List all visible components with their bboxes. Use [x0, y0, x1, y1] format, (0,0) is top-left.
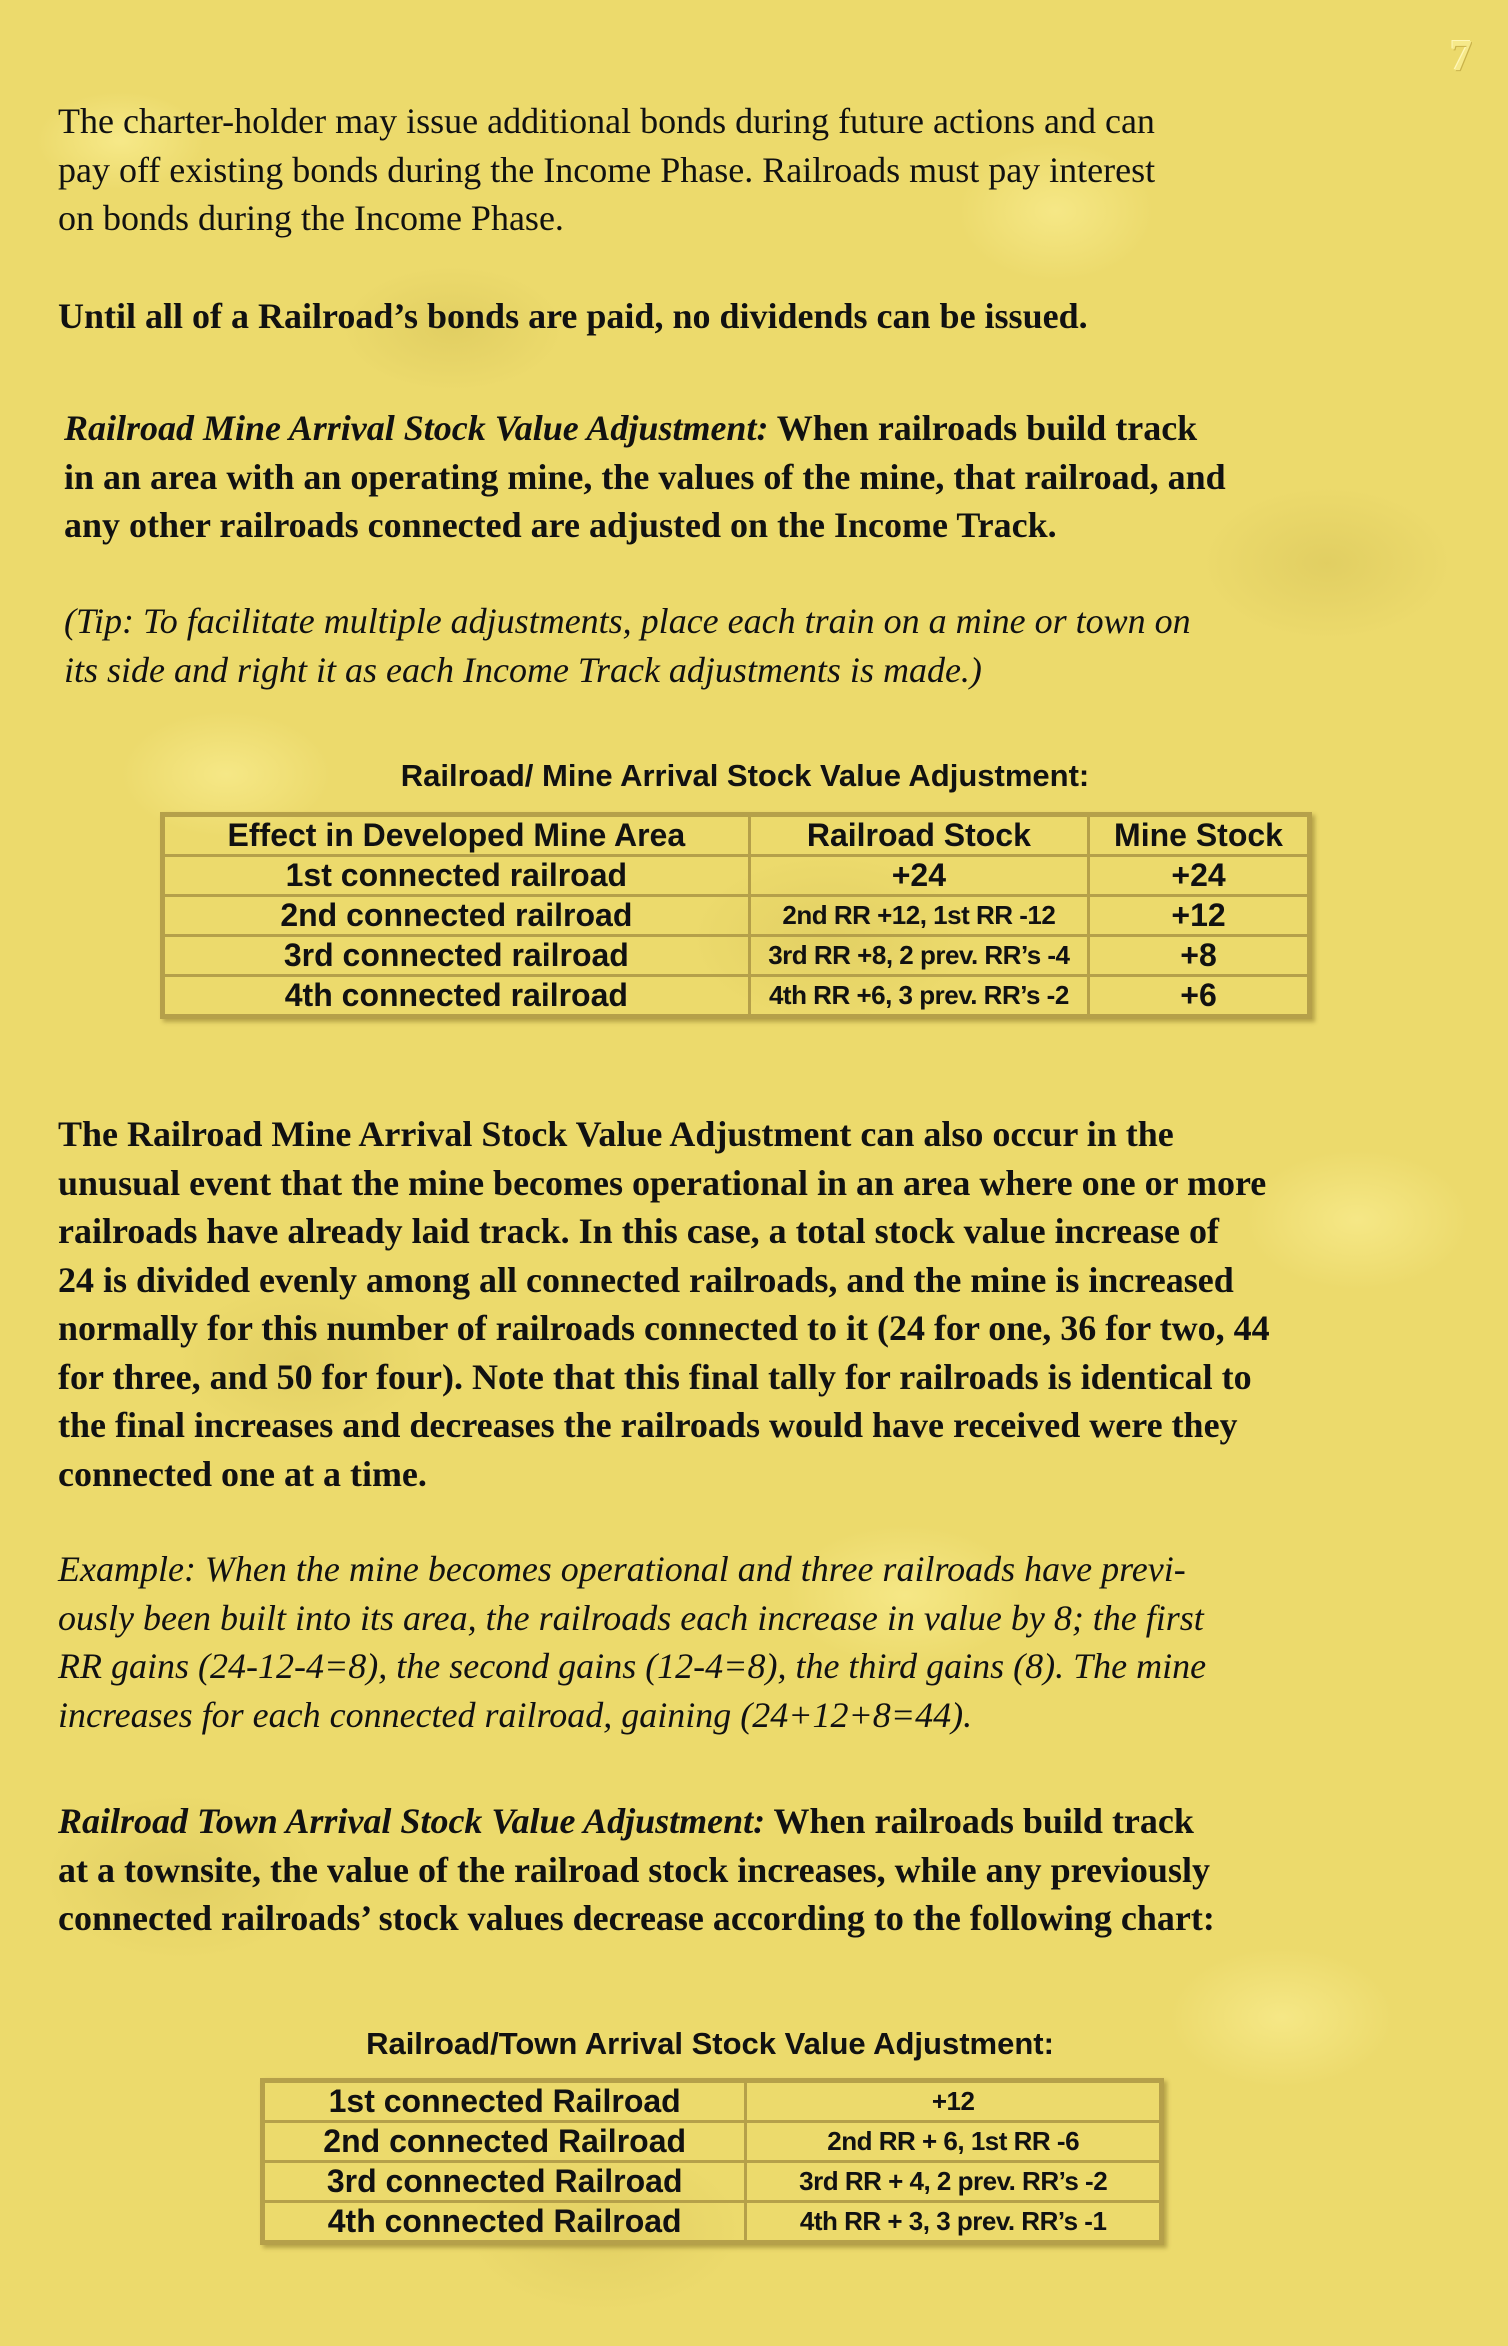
table-cell: +8	[1089, 936, 1310, 976]
town-adjustment-table	[260, 2078, 1164, 2245]
table-cell: +6	[1089, 976, 1310, 1017]
mine-adjustment-text: When railroads build track in an area with an operating mine, the values of the mine, that railroad, and any other railroads connected are adjusted on the Income Track.	[64, 408, 1226, 545]
table-cell: 4th RR +6, 3 prev. RR’s -2	[749, 976, 1088, 1017]
town-adjustment-text: When railroads build track at a townsite, the value of the railroad stock increases, while any previously connected railroads’ stock values decrease according to the following chart:	[58, 1801, 1215, 1938]
table-cell: 1st connected Railroad	[263, 2081, 746, 2122]
table-cell: 2nd connected railroad	[163, 896, 750, 936]
paragraph-mine-adjustment	[64, 404, 1454, 550]
table-cell: 2nd connected Railroad	[263, 2122, 746, 2162]
table-cell: 3rd RR + 4, 2 prev. RR’s -2	[746, 2162, 1162, 2202]
mine-table-caption: Railroad/ Mine Arrival Stock Value Adjustment:	[400, 758, 1090, 793]
page-number: 7	[1450, 31, 1472, 80]
town-table-caption: Railroad/Town Arrival Stock Value Adjustment:	[366, 2026, 1054, 2061]
table-row	[263, 2202, 1162, 2243]
paragraph-bonds: The charter-holder may issue additional bonds during future actions and can pay off existing bonds during the Income Phase. Railroads must pay interest on bonds during the Income Phase.	[58, 101, 1156, 238]
table-row	[163, 896, 1310, 936]
table-cell: 2nd RR + 6, 1st RR -6	[746, 2122, 1162, 2162]
table-row	[263, 2122, 1162, 2162]
table-row	[163, 976, 1310, 1017]
paragraph-town-adjustment	[58, 1797, 1448, 1943]
mine-adjustment-heading: Railroad Mine Arrival Stock Value Adjustment:	[64, 408, 769, 448]
table-cell: 4th connected railroad	[163, 976, 750, 1017]
paragraph-operational-mine: The Railroad Mine Arrival Stock Value Adjustment can also occur in the unusual event that the mine becomes operational in an area where one or more railroads have already laid track. In this case, a total stock value increase of 24 is divided evenly among all connected railroads, and the mine is increased normally for this number of railroads connected to it (24 for one, 36 for two, 44 for three, and 50 for four). Note that this final tally for railroads is identical to the final increases and decreases the railroads would have received were they connected one at a time.	[58, 1114, 1270, 1494]
column-header: Railroad Stock	[749, 815, 1088, 856]
table-header-row	[163, 815, 1310, 856]
town-adjustment-heading: Railroad Town Arrival Stock Value Adjustment:	[58, 1801, 766, 1841]
table-row	[163, 936, 1310, 976]
table-cell: +12	[746, 2081, 1162, 2122]
example-text: Example: When the mine becomes operational and three railroads have previ- ously been built into its area, the railroads each increase in value by 8; the first RR gains (24-12-4=8), the second gains (12-4=8), the third gains (8). The mine increases for each connected railroad, gaining (24+12+8=44).	[58, 1549, 1207, 1735]
table-cell: 3rd RR +8, 2 prev. RR’s -4	[749, 936, 1088, 976]
table-row	[263, 2162, 1162, 2202]
table-cell: 3rd connected Railroad	[263, 2162, 746, 2202]
mine-adjustment-table	[160, 812, 1312, 1019]
tip-text: (Tip: To facilitate multiple adjustments, place each train on a mine or town on its side and right it as each Income Track adjustments is made.)	[64, 601, 1191, 690]
table-cell: 1st connected railroad	[163, 856, 750, 896]
table-cell: +12	[1089, 896, 1310, 936]
column-header: Effect in Developed Mine Area	[163, 815, 750, 856]
table-cell: 4th connected Railroad	[263, 2202, 746, 2243]
table-cell: +24	[749, 856, 1088, 896]
table-row	[163, 856, 1310, 896]
paragraph-dividends: Until all of a Railroad’s bonds are paid, no dividends can be issued.	[58, 296, 1088, 336]
table-row	[263, 2081, 1162, 2122]
table-cell: +24	[1089, 856, 1310, 896]
column-header: Mine Stock	[1089, 815, 1310, 856]
table-cell: 4th RR + 3, 3 prev. RR’s -1	[746, 2202, 1162, 2243]
table-cell: 3rd connected railroad	[163, 936, 750, 976]
table-cell: 2nd RR +12, 1st RR -12	[749, 896, 1088, 936]
